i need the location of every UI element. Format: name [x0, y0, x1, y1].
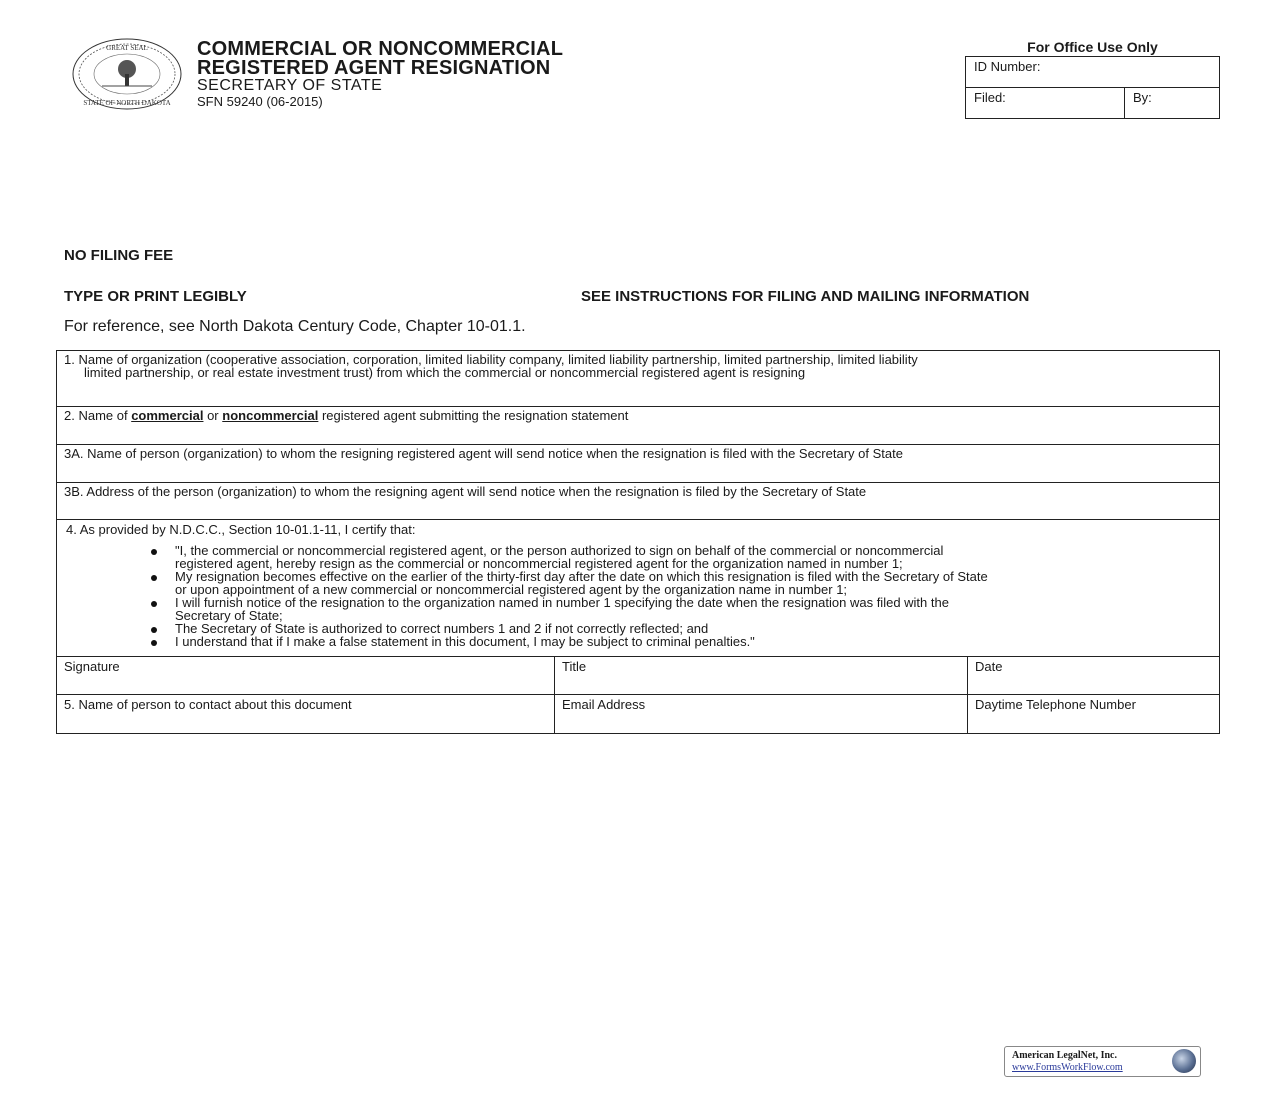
agent-name-label: 2. Name of commercial or noncommercial registered agent submitting the resignation statement — [64, 408, 629, 423]
form-title-line2: REGISTERED AGENT RESIGNATION — [197, 57, 551, 79]
date-field[interactable] — [967, 657, 1219, 694]
id-number-field[interactable] — [966, 57, 1219, 87]
signature-row — [57, 657, 1219, 695]
noncommercial-emphasis: noncommercial — [222, 408, 319, 423]
certification-item: The Secretary of State is authorized to correct numbers 1 and 2 if not correctly reflected; and — [175, 622, 1219, 635]
office-use-box — [965, 56, 1220, 119]
organization-name-label: 1. Name of organization (cooperative association, corporation, limited liability company, limited liability partnership, limited partnership, limited liability limited partnership, or real estate investment trust) from which the commercial or noncommercial registered agent is resigning — [64, 352, 918, 380]
resignation-form — [56, 350, 1220, 734]
svg-text:STATE OF NORTH DAKOTA: STATE OF NORTH DAKOTA — [83, 99, 171, 107]
no-filing-fee-notice: NO FILING FEE — [64, 247, 174, 264]
instructions-notice: SEE INSTRUCTIONS FOR FILING AND MAILING INFORMATION — [581, 288, 1030, 305]
form-number: SFN 59240 (06-2015) — [197, 94, 323, 109]
date-label: Date — [975, 659, 1003, 674]
svg-text:GREAT SEAL: GREAT SEAL — [106, 44, 148, 52]
certification-item: My resignation becomes effective on the earlier of the thirty-first day after the date on which this resignation is filed with the Secretary of State or upon appointment of a new commercial or noncommercial registered agent by the organization name in number 1; — [175, 570, 1219, 596]
certification-item: I understand that if I make a false statement in this document, I may be subject to criminal penalties." — [175, 635, 1219, 648]
agent-name-field[interactable] — [57, 407, 1219, 445]
signature-label: Signature — [64, 659, 120, 674]
notice-recipient-address-label: 3B. Address of the person (organization) to whom the resigning agent will send notice when the resignation is filed by the Secretary of State — [64, 484, 867, 499]
notice-recipient-name-label: 3A. Name of person (organization) to whom the resigning registered agent will send notice when the resignation is filed with the Secretary of State — [64, 446, 903, 461]
signature-field[interactable] — [57, 657, 554, 694]
by-label: By: — [1133, 90, 1152, 105]
office-use-title: For Office Use Only — [1027, 39, 1158, 55]
globe-icon — [1172, 1049, 1196, 1073]
phone-field[interactable] — [967, 695, 1219, 733]
phone-label: Daytime Telephone Number — [975, 697, 1136, 712]
filed-field[interactable] — [966, 88, 1125, 118]
contact-name-field[interactable] — [57, 695, 554, 733]
id-number-label: ID Number: — [974, 59, 1041, 74]
great-seal-icon — [72, 38, 182, 110]
contact-row — [57, 695, 1219, 733]
title-label: Title — [562, 659, 587, 674]
certification-item: I will furnish notice of the resignation to the organization named in number 1 specifying the date when the resignation was filed with the Secretary of State; — [175, 596, 1219, 622]
badge-url-link[interactable]: www.FormsWorkFlow.com — [1012, 1062, 1123, 1073]
notice-recipient-address-field[interactable] — [57, 483, 1219, 520]
notice-recipient-name-field[interactable] — [57, 445, 1219, 483]
contact-name-label: 5. Name of person to contact about this document — [64, 697, 352, 712]
agency-name: SECRETARY OF STATE — [197, 77, 383, 94]
commercial-emphasis: commercial — [131, 408, 204, 423]
legalnet-badge[interactable] — [1004, 1046, 1201, 1077]
reference-text: For reference, see North Dakota Century Code, Chapter 10-01.1. — [64, 318, 526, 335]
certification-list — [57, 544, 1219, 648]
certification-section — [57, 520, 1219, 657]
type-legibly-notice: TYPE OR PRINT LEGIBLY — [64, 288, 247, 305]
filed-label: Filed: — [974, 90, 1006, 105]
email-field[interactable] — [554, 695, 967, 733]
form-title-line1: COMMERCIAL OR NONCOMMERCIAL — [197, 38, 564, 60]
certification-label: 4. As provided by N.D.C.C., Section 10-01.1-11, I certify that: — [66, 522, 416, 537]
email-label: Email Address — [562, 697, 646, 712]
title-field[interactable] — [554, 657, 967, 694]
by-field[interactable] — [1125, 88, 1219, 118]
organization-name-field[interactable] — [57, 351, 1219, 407]
badge-company: American LegalNet, Inc. — [1012, 1050, 1117, 1061]
certification-item: "I, the commercial or noncommercial registered agent, or the person authorized to sign on behalf of the commercial or noncommercial registered agent, hereby resign as the commercial or noncommercial registered agent for the organization named in number 1; — [175, 544, 1219, 570]
